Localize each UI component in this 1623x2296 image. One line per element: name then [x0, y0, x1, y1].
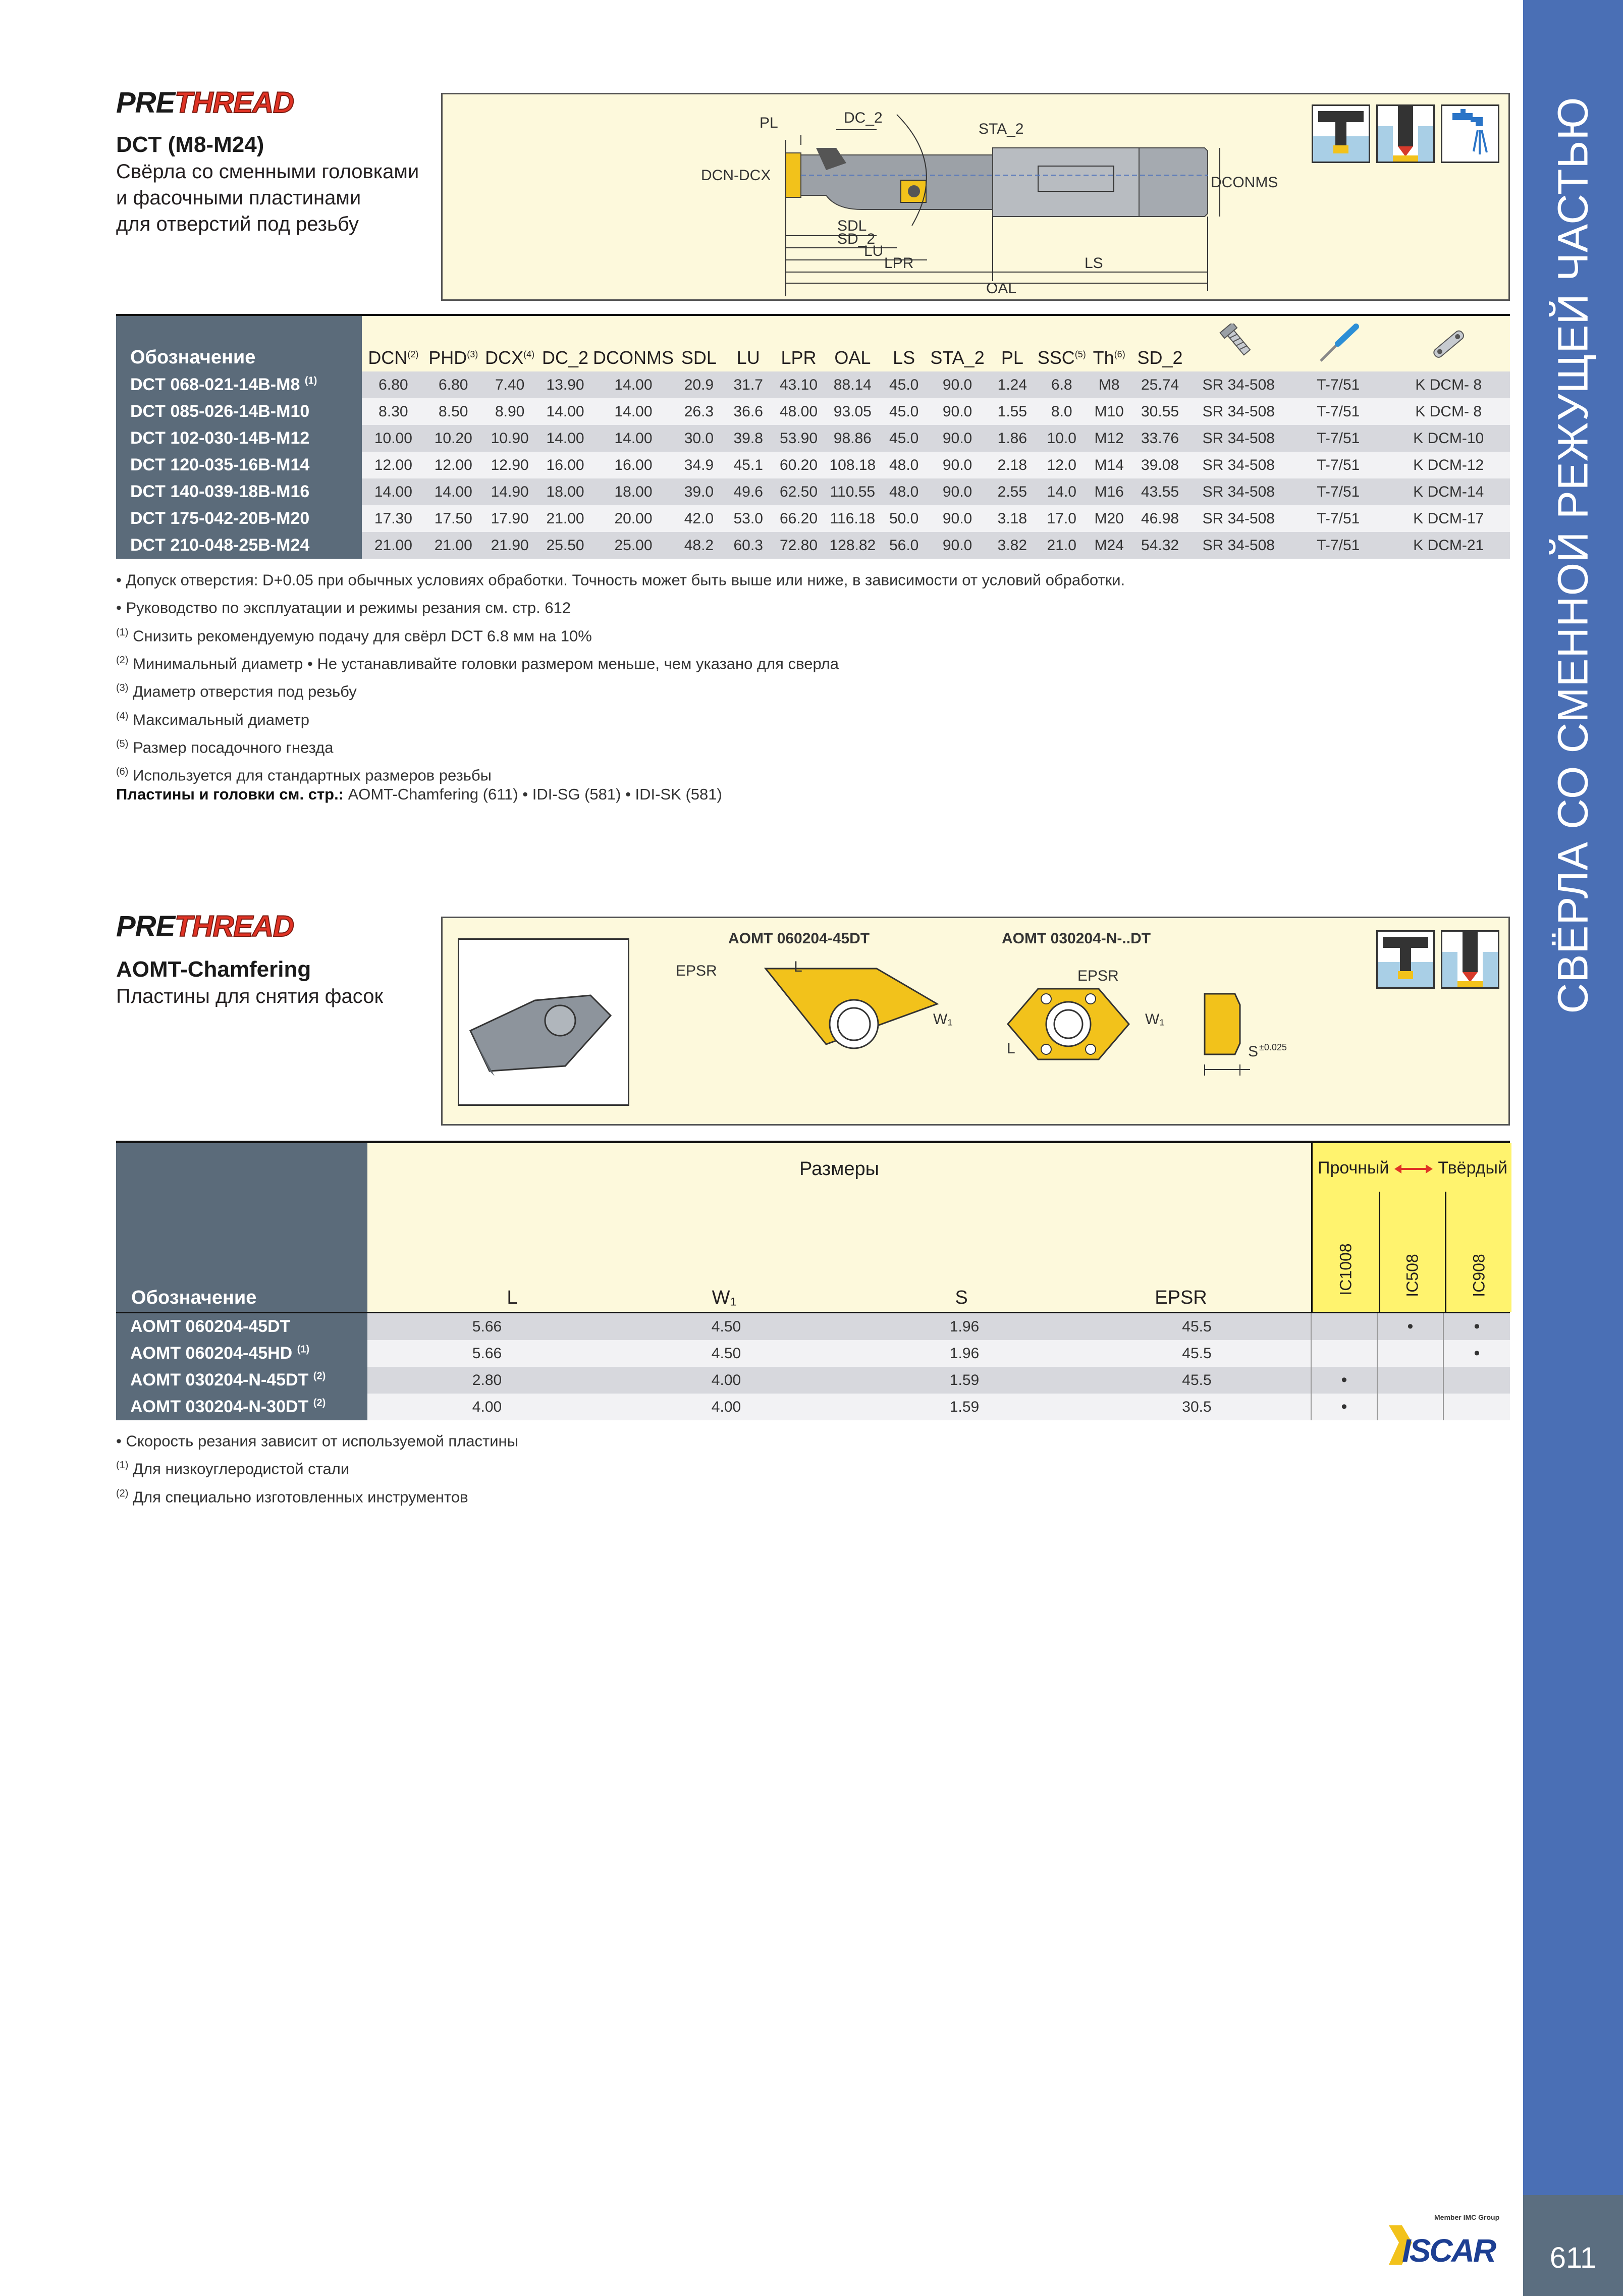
table-cell: 12.0: [1038, 452, 1086, 478]
table-cell: 2.80: [367, 1367, 607, 1394]
table-cell: 53.0: [724, 505, 773, 532]
table-cell: 31.7: [724, 371, 773, 398]
svg-text:±0.025: ±0.025: [1259, 1042, 1287, 1052]
table-cell: 36.6: [724, 398, 773, 425]
svg-text:AOMT 060204-45DT: AOMT 060204-45DT: [728, 930, 870, 947]
table-cell: 33.76: [1132, 425, 1188, 452]
table-cell: 10.00: [362, 425, 424, 452]
iscar-logo-text: ISCAR: [1402, 2232, 1495, 2268]
col-sdl: SDL: [681, 347, 717, 368]
section2-notes: [116, 1425, 518, 1509]
svg-text:W₁: W₁: [1145, 1011, 1165, 1028]
svg-text:DCONMS: DCONMS: [1211, 174, 1278, 191]
row-designation: AOMT 030204-N-30DT $^{(2)}$: [116, 1394, 367, 1420]
svg-text:EPSR: EPSR: [1077, 968, 1119, 984]
table-cell: 26.3: [674, 398, 724, 425]
table-cell: SR 34-508: [1187, 532, 1289, 559]
prethread-logo-1: PRETHREAD: [116, 86, 294, 119]
table-cell: 49.6: [724, 478, 773, 505]
col-phd: PHD$^{(3)}$: [428, 347, 478, 368]
svg-text:AOMT 030204-N-..DT: AOMT 030204-N-..DT: [1002, 930, 1151, 947]
table-cell: 45.5: [1083, 1340, 1311, 1367]
table-cell: T-7/51: [1289, 505, 1387, 532]
table-row: [116, 1340, 1510, 1367]
table-cell: 14.00: [424, 478, 482, 505]
col-s: S: [955, 1287, 968, 1308]
grade-mark: [1443, 1394, 1510, 1420]
note-line: $^{(6)}$ Используется для стандартных размеров резьбы: [116, 766, 492, 784]
table-cell: 30.0: [674, 425, 724, 452]
table-cell: 14.00: [593, 371, 674, 398]
table-cell: 98.86: [825, 425, 880, 452]
row-designation: DCT 102-030-14B-M12: [116, 425, 362, 452]
table-cell: 8.30: [362, 398, 424, 425]
table-cell: 90.0: [928, 532, 987, 559]
table-cell: 56.0: [880, 532, 928, 559]
col-screwdriver: [1289, 316, 1387, 371]
table-cell: M24: [1086, 532, 1132, 559]
row-designation: DCT 140-039-18B-M16: [116, 478, 362, 505]
table-cell: M12: [1086, 425, 1132, 452]
table-cell: 14.00: [537, 425, 593, 452]
arrow-both-icon: [1393, 1161, 1434, 1177]
grades-header: [1311, 1143, 1511, 1312]
drill-diagram: [441, 93, 1510, 301]
table-row: [116, 1367, 1510, 1394]
svg-text:LPR: LPR: [884, 255, 914, 272]
page-number: 611: [1549, 2241, 1597, 2274]
grade-mark: [1443, 1367, 1510, 1394]
table-cell: 50.0: [880, 505, 928, 532]
table-row: [116, 398, 1510, 425]
table-cell: 12.90: [482, 452, 537, 478]
table-cell: 12.00: [424, 452, 482, 478]
note-line: $^{(4)}$ Максимальный диаметр: [116, 710, 309, 728]
chamfer-icon-2: [1441, 930, 1499, 989]
table-cell: 14.00: [362, 478, 424, 505]
table-cell: T-7/51: [1289, 398, 1387, 425]
table-cell: 90.0: [928, 398, 987, 425]
table-cell: 2.18: [987, 452, 1038, 478]
table-cell: 45.5: [1083, 1367, 1311, 1394]
wrench-key-icon: [1426, 324, 1471, 364]
table-cell: 1.96: [846, 1313, 1083, 1340]
table-cell: M20: [1086, 505, 1132, 532]
table-cell: 45.5: [1083, 1313, 1311, 1340]
table-cell: 30.55: [1132, 398, 1188, 425]
row-designation: DCT 068-021-14B-M8 $^{(1)}$: [116, 371, 362, 398]
grade-mark: •: [1443, 1340, 1510, 1367]
svg-text:PL: PL: [760, 115, 778, 131]
screw-icon: [1218, 324, 1259, 364]
table-cell: 46.98: [1132, 505, 1188, 532]
header-name: Обозначение: [116, 316, 362, 371]
row-designation: AOMT 030204-N-45DT $^{(2)}$: [116, 1367, 367, 1394]
table-cell: 5.66: [367, 1340, 607, 1367]
table-cell: 62.50: [773, 478, 825, 505]
table-cell: 21.00: [362, 532, 424, 559]
table-cell: SR 34-508: [1187, 452, 1289, 478]
table-cell: 90.0: [928, 505, 987, 532]
table-cell: T-7/51: [1289, 425, 1387, 452]
table-cell: T-7/51: [1289, 532, 1387, 559]
table-cell: 1.59: [846, 1394, 1083, 1420]
grade-ic508: IC508: [1403, 1254, 1422, 1297]
svg-text:DCN-DCX: DCN-DCX: [701, 167, 771, 184]
table-cell: 20.00: [593, 505, 674, 532]
table-cell: SR 34-508: [1187, 398, 1289, 425]
table-cell: 60.3: [724, 532, 773, 559]
svg-text:S: S: [1248, 1043, 1259, 1060]
table-cell: 21.90: [482, 532, 537, 559]
grade-mark: •: [1311, 1367, 1377, 1394]
col-dcn: DCN$^{(2)}$: [368, 347, 419, 368]
table-cell: 48.2: [674, 532, 724, 559]
table-cell: 1.59: [846, 1367, 1083, 1394]
table-cell: 12.00: [362, 452, 424, 478]
col-ssc: SSC$^{(5)}$: [1037, 347, 1086, 368]
table-cell: 10.20: [424, 425, 482, 452]
table-cell: 7.40: [482, 371, 537, 398]
svg-text:L: L: [794, 958, 802, 975]
table-row: [116, 1394, 1510, 1420]
table-cell: 30.5: [1083, 1394, 1311, 1420]
svg-text:SDL: SDL: [837, 218, 867, 234]
table-cell: K DCM-10: [1387, 425, 1510, 452]
member-text: Member IMC Group: [1434, 2213, 1500, 2221]
table-cell: 21.0: [1038, 532, 1086, 559]
table-cell: 90.0: [928, 425, 987, 452]
table-cell: 16.00: [537, 452, 593, 478]
section2-subtitle: Пластины для снятия фасок: [116, 985, 383, 1007]
col-epsr: EPSR: [1155, 1287, 1207, 1308]
drilling-icon-2: [1376, 930, 1435, 989]
screwdriver-icon: [1316, 324, 1361, 364]
table-cell: 20.9: [674, 371, 724, 398]
grade-left-label: Прочный: [1318, 1158, 1389, 1178]
table-cell: 4.00: [607, 1394, 846, 1420]
svg-text:DC_2: DC_2: [844, 110, 883, 126]
sidebar-title: СВЁРЛА СО СМЕННОЙ РЕЖУЩЕЙ ЧАСТЬЮ: [1549, 96, 1597, 1014]
table-cell: 25.50: [537, 532, 593, 559]
col-screw: [1187, 316, 1289, 371]
table-cell: K DCM- 8: [1387, 371, 1510, 398]
prethread-logo-2: PRETHREAD: [116, 910, 294, 943]
table-row: [116, 532, 1510, 559]
table-cell: 4.50: [607, 1313, 846, 1340]
table-cell: 66.20: [773, 505, 825, 532]
table-row: [116, 505, 1510, 532]
grade-mark: [1377, 1340, 1443, 1367]
table-cell: 2.55: [987, 478, 1038, 505]
table-cell: T-7/51: [1289, 371, 1387, 398]
table-cell: 1.86: [987, 425, 1038, 452]
col-dc2: DC_2: [542, 347, 589, 368]
svg-text:EPSR: EPSR: [676, 963, 717, 979]
table-row: [116, 452, 1510, 478]
table2-header: [116, 1143, 1510, 1312]
grade-mark: •: [1377, 1313, 1443, 1340]
table-cell: 5.66: [367, 1313, 607, 1340]
table-cell: 90.0: [928, 371, 987, 398]
table-cell: K DCM-21: [1387, 532, 1510, 559]
note-line: $^{(1)}$ Для низкоуглеродистой стали: [116, 1460, 350, 1478]
note-line: $^{(1)}$ Снизить рекомендуемую подачу для свёрл DCT 6.8 мм на 10%: [116, 626, 592, 645]
table-cell: 48.0: [880, 478, 928, 505]
table-cell: 17.0: [1038, 505, 1086, 532]
table-cell: 45.1: [724, 452, 773, 478]
section1-notes: [116, 564, 1125, 788]
table-cell: 48.00: [773, 398, 825, 425]
table-cell: 45.0: [880, 425, 928, 452]
grade-ic908: IC908: [1470, 1254, 1488, 1297]
grade-mark: •: [1311, 1394, 1377, 1420]
note-line: $^{(3)}$ Диаметр отверстия под резьбу: [116, 682, 357, 701]
svg-text:W₁: W₁: [933, 1011, 953, 1028]
svg-text:SD_2: SD_2: [837, 231, 876, 247]
table-cell: 25.74: [1132, 371, 1188, 398]
table-cell: 53.90: [773, 425, 825, 452]
col-dcx: DCX$^{(4)}$: [485, 347, 535, 368]
grade-mark: [1311, 1340, 1377, 1367]
row-designation: AOMT 060204-45DT: [116, 1313, 367, 1340]
table-cell: 108.18: [825, 452, 880, 478]
table-cell: 6.80: [362, 371, 424, 398]
table-cell: 3.82: [987, 532, 1038, 559]
table-cell: T-7/51: [1289, 478, 1387, 505]
row-designation: DCT 175-042-20B-M20: [116, 505, 362, 532]
col-th: Th$^{(6)}$: [1093, 347, 1125, 368]
table-cell: 42.0: [674, 505, 724, 532]
table-cell: 18.00: [537, 478, 593, 505]
svg-text:LU: LU: [864, 243, 884, 259]
table-cell: 8.0: [1038, 398, 1086, 425]
col-dconms: DCONMS: [593, 347, 674, 368]
chamfer-icon: [1376, 104, 1435, 163]
table-cell: 18.00: [593, 478, 674, 505]
table-cell: 8.90: [482, 398, 537, 425]
table-cell: 14.00: [593, 425, 674, 452]
section1-subtitle: Свёрла со сменными головками и фасочными пластинами для отверстий под резьбу: [116, 161, 419, 235]
section2-title: AOMT-Chamfering: [116, 957, 311, 982]
coolant-icon: [1441, 104, 1499, 163]
iscar-logo-icon: [1387, 2222, 1513, 2268]
row-designation: DCT 120-035-16B-M14: [116, 452, 362, 478]
col-pl: PL: [1001, 347, 1023, 368]
table-cell: K DCM-12: [1387, 452, 1510, 478]
table-cell: SR 34-508: [1187, 371, 1289, 398]
table-cell: 93.05: [825, 398, 880, 425]
note-line: $^{(2)}$ Минимальный диаметр • Не устанавливайте головки размером меньше, чем указано для сверла: [116, 654, 839, 673]
table-row: [116, 478, 1510, 505]
table-cell: 43.10: [773, 371, 825, 398]
group-header-sizes: Размеры: [799, 1158, 879, 1180]
table-cell: 4.00: [607, 1367, 846, 1394]
table-cell: 14.00: [537, 398, 593, 425]
table-cell: 72.80: [773, 532, 825, 559]
grade-mark: [1311, 1313, 1377, 1340]
table-cell: M14: [1086, 452, 1132, 478]
table-cell: 6.80: [424, 371, 482, 398]
brand-logo: [1387, 2213, 1513, 2269]
table-cell: 14.0: [1038, 478, 1086, 505]
svg-text:LS: LS: [1085, 255, 1103, 272]
table-cell: SR 34-508: [1187, 425, 1289, 452]
table-cell: 1.24: [987, 371, 1038, 398]
row-designation: AOMT 060204-45HD $^{(1)}$: [116, 1340, 367, 1367]
table-cell: 45.0: [880, 398, 928, 425]
table-cell: K DCM-14: [1387, 478, 1510, 505]
table-cell: SR 34-508: [1187, 478, 1289, 505]
table-cell: 60.20: [773, 452, 825, 478]
table-cell: 39.08: [1132, 452, 1188, 478]
note-line: $^{(5)}$ Размер посадочного гнезда: [116, 738, 334, 757]
col-key: [1387, 316, 1510, 371]
table-cell: 17.30: [362, 505, 424, 532]
table-cell: 14.00: [593, 398, 674, 425]
table-cell: 21.00: [424, 532, 482, 559]
table-cell: SR 34-508: [1187, 505, 1289, 532]
insert-table: [116, 1313, 1510, 1420]
table-row: [116, 1313, 1510, 1340]
note-line: $^{(2)}$ Для специально изготовленных инструментов: [116, 1487, 468, 1506]
table-cell: K DCM- 8: [1387, 398, 1510, 425]
table-row: [116, 371, 1510, 398]
table-cell: 54.32: [1132, 532, 1188, 559]
table-cell: 39.0: [674, 478, 724, 505]
table-cell: 88.14: [825, 371, 880, 398]
section1-refs: Пластины и головки см. стр.: AOMT-Chamfering (611) • IDI-SG (581) • IDI-SK (581): [116, 785, 722, 803]
section1-title: DCT (M8-M24): [116, 132, 264, 157]
table-cell: 16.00: [593, 452, 674, 478]
col-w1: W₁: [712, 1287, 737, 1308]
table-cell: 34.9: [674, 452, 724, 478]
table-cell: M8: [1086, 371, 1132, 398]
table-cell: 116.18: [825, 505, 880, 532]
table-cell: 25.00: [593, 532, 674, 559]
table-cell: 128.82: [825, 532, 880, 559]
header-name-2: Обозначение: [116, 1143, 367, 1312]
drill-table: [116, 316, 1510, 559]
drilling-icon: [1312, 104, 1370, 163]
note-line: • Допуск отверстия: D+0.05 при обычных условиях обработки. Точность может быть выше или ниже, в зависимости от условий обработки.: [116, 571, 1125, 589]
table-cell: 8.50: [424, 398, 482, 425]
col-lpr: LPR: [781, 347, 817, 368]
table-cell: 1.55: [987, 398, 1038, 425]
svg-text:STA_2: STA_2: [979, 121, 1024, 137]
note-line: • Руководство по эксплуатации и режимы резания см. стр. 612: [116, 599, 571, 617]
col-lu: LU: [736, 347, 760, 368]
col-sd2: SD_2: [1137, 347, 1183, 368]
table-cell: 4.50: [607, 1340, 846, 1367]
grade-mark: [1377, 1367, 1443, 1394]
insert-diagram: [441, 917, 1510, 1126]
table-cell: 90.0: [928, 478, 987, 505]
table-cell: 10.90: [482, 425, 537, 452]
table-cell: 17.50: [424, 505, 482, 532]
table-cell: 14.90: [482, 478, 537, 505]
grade-mark: [1377, 1394, 1443, 1420]
table-cell: 39.8: [724, 425, 773, 452]
table-cell: 1.96: [846, 1340, 1083, 1367]
grade-right-label: Твёрдый: [1438, 1158, 1507, 1178]
table-cell: 13.90: [537, 371, 593, 398]
table-cell: M16: [1086, 478, 1132, 505]
col-sta2: STA_2: [930, 347, 985, 368]
table-cell: 21.00: [537, 505, 593, 532]
table-row: [116, 425, 1510, 452]
table-cell: 4.00: [367, 1394, 607, 1420]
svg-text:L: L: [1007, 1040, 1015, 1057]
row-designation: DCT 210-048-25B-M24: [116, 532, 362, 559]
table-cell: 45.0: [880, 371, 928, 398]
table-cell: 48.0: [880, 452, 928, 478]
note-line: • Скорость резания зависит от используемой пластины: [116, 1432, 518, 1450]
row-designation: DCT 085-026-14B-M10: [116, 398, 362, 425]
table-cell: 43.55: [1132, 478, 1188, 505]
grade-ic1008: IC1008: [1336, 1243, 1355, 1296]
table-cell: 110.55: [825, 478, 880, 505]
table-cell: 3.18: [987, 505, 1038, 532]
col-l: L: [507, 1287, 518, 1308]
col-ls: LS: [893, 347, 915, 368]
svg-text:OAL: OAL: [986, 280, 1017, 297]
table-cell: M10: [1086, 398, 1132, 425]
table-cell: K DCM-17: [1387, 505, 1510, 532]
table-cell: 90.0: [928, 452, 987, 478]
table-cell: T-7/51: [1289, 452, 1387, 478]
table-cell: 17.90: [482, 505, 537, 532]
col-oal: OAL: [834, 347, 871, 368]
table-cell: 6.8: [1038, 371, 1086, 398]
grade-mark: •: [1443, 1313, 1510, 1340]
table-cell: 10.0: [1038, 425, 1086, 452]
